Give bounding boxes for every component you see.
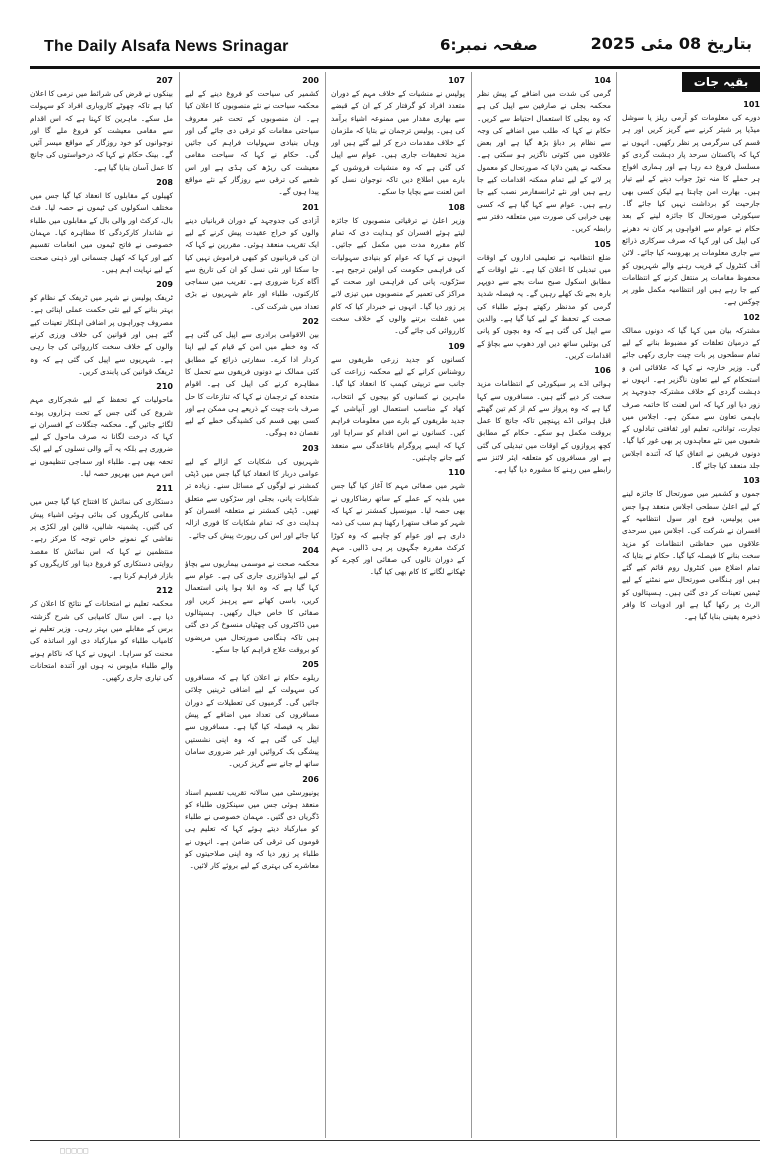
article-number: 110 (448, 468, 465, 478)
article-body: ہوائی اڈے پر سیکورٹی کے انتظامات مزید سخت کر دیے گئے ہیں۔ مسافروں سے کہا گیا ہے کہ وہ پرواز سے کم از کم تین گھنٹے قبل ہوائی اڈے پہنچیں تاکہ جانچ کا عمل بروقت مکمل ہو سکے۔ حکام کے مطابق کچھ پروازوں کے اوقات میں تبدیلی کی گئی ہے اور مسافروں کو متعلقہ ایئر لائنز سے رابطے میں رہنے کا مشورہ دیا گیا ہے۔ (477, 379, 611, 475)
article-body: شہر میں صفائی مہم کا آغاز کیا گیا جس میں بلدیہ کے عملے کے ساتھ رضاکاروں نے بھی حصہ لیا۔ میونسپل کمشنر نے کہا کہ شہر کو صاف ستھرا رکھنا ہم سب کی ذمہ داری ہے اور عوام کو چاہیے کہ وہ کوڑا کرکٹ مقررہ جگہوں پر ہی ڈالیں۔ مہم کے دوران نالوں کی صفائی اور کچرے کو ٹھکانے لگانے کا کام بھی کیا گیا۔ (331, 481, 465, 577)
column-divider (179, 72, 180, 1138)
column-2 (477, 72, 611, 1138)
page-number: صفحہ نمبر:6 (440, 36, 538, 54)
article-number: 211 (156, 484, 173, 494)
article-body: دستکاری کی نمائش کا افتتاح کیا گیا جس میں مقامی کاریگروں کی بنائی ہوئی اشیاء پیش کی گئیں۔ پشمینہ شالیں، قالین اور لکڑی پر نقاشی کے نمونے خاص توجہ کا مرکز رہے۔ منتظمین نے کہا کہ اس نمائش کا مقصد روایتی دستکاری کو فروغ دینا اور کاریگروں کو بازار فراہم کرنا ہے۔ (30, 497, 173, 581)
article-body: بینکوں نے قرض کی شرائط میں نرمی کا اعلان کیا ہے تاکہ چھوٹے کاروباری افراد کو سہولت مل سکے۔ ماہرین کا کہنا ہے کہ اس اقدام سے مقامی معیشت کو فروغ ملے گا اور نوجوانوں کو خود روزگار کے مواقع میسر آئیں گے۔ بینک حکام نے کہا کہ درخواستوں کی جانچ کا عمل آسان بنایا گیا ہے۔ (30, 89, 173, 172)
column-divider (471, 72, 472, 1138)
article-body: کشمیر کی سیاحت کو فروغ دینے کے لیے محکمہ سیاحت نے نئے منصوبوں کا اعلان کیا ہے۔ ان منصوبوں کے تحت غیر معروف سیاحتی مقامات کو ترقی دی جائے گی اور وہاں بنیادی سہولیات فراہم کی جائیں گی۔ حکام نے کہا کہ سیاحت مقامی معیشت کی ریڑھ کی ہڈی ہے اور اس شعبے کی ترقی سے روزگار کے نئے مواقع پیدا ہوں گے۔ (185, 89, 319, 197)
article-body: ریلوے حکام نے اعلان کیا ہے کہ مسافروں کی سہولت کے لیے اضافی ٹرینیں چلائی جائیں گی۔ گرمیوں کی تعطیلات کے دوران مسافروں کی تعداد میں اضافے کے پیش نظر یہ فیصلہ کیا گیا ہے۔ مسافروں سے اپیل کی گئی ہے کہ وہ اپنی نشستیں پیشگی بک کروائیں اور غیر ضروری سامان ساتھ لے جانے سے گریز کریں۔ (185, 673, 319, 769)
article-body: شہریوں کی شکایات کے ازالے کے لیے عوامی دربار کا انعقاد کیا گیا جس میں ڈپٹی کمشنر نے لوگوں کے مسائل سنے۔ زیادہ تر شکایات پانی، بجلی اور سڑکوں سے متعلق تھیں۔ ڈپٹی کمشنر نے متعلقہ افسران کو ہدایت دی کہ تمام شکایات کا فوری ازالہ کیا جائے اور اس کی رپورٹ پیش کی جائے۔ (185, 456, 319, 540)
article-body: ماحولیات کے تحفظ کے لیے شجرکاری مہم شروع کی گئی جس کے تحت ہزاروں پودے لگائے جائیں گے۔ محکمہ جنگلات کے افسران نے کہا کہ درخت لگانا نہ صرف ماحول کے لیے ضروری ہے بلکہ یہ آنے والی نسلوں کے لیے ایک تحفہ بھی ہے۔ طلباء اور سماجی تنظیموں نے اس مہم میں بھرپور حصہ لیا۔ (30, 395, 173, 479)
section-banner: بقیہ جات (682, 72, 760, 92)
article-body: ضلع انتظامیہ نے تعلیمی اداروں کے اوقات میں تبدیلی کا اعلان کیا ہے۔ نئے اوقات کے مطابق اسکول صبح سات بجے سے دوپہر بارہ بجے تک کھلے رہیں گے۔ یہ فیصلہ شدید گرمی کو مدنظر رکھتے ہوئے طلباء کی صحت کے تحفظ کے لیے کیا گیا ہے۔ والدین سے اپیل کی گئی ہے کہ وہ بچوں کو پانی کی بوتلیں ساتھ دیں اور دھوپ سے بچاؤ کے اقدامات کریں۔ (477, 252, 611, 360)
article-number: 208 (156, 178, 173, 188)
column-1 (622, 72, 760, 1138)
article-number: 103 (743, 476, 760, 486)
article-number: 108 (448, 202, 465, 212)
article-number: 107 (448, 76, 465, 85)
column-5 (30, 72, 173, 1138)
article-number: 209 (156, 280, 173, 290)
article-number: 204 (302, 545, 319, 555)
article-body: محکمہ صحت نے موسمی بیماریوں سے بچاؤ کے لیے ایڈوائزری جاری کی ہے۔ عوام سے کہا گیا ہے کہ وہ ابلا ہوا پانی استعمال کریں، باسی کھانے سے پرہیز کریں اور صفائی کا خاص خیال رکھیں۔ ہسپتالوں میں ڈاکٹروں کی چھٹیاں منسوخ کر دی گئی ہیں تاکہ ہنگامی صورتحال میں مریضوں کو بروقت علاج فراہم کیا جا سکے۔ (185, 558, 319, 654)
article-number: 102 (743, 312, 760, 322)
column-divider (616, 72, 617, 1138)
article-number: 106 (594, 366, 611, 376)
article-body: گرمی کی شدت میں اضافے کے پیش نظر محکمہ بجلی نے صارفین سے اپیل کی ہے کہ وہ بجلی کا استعمال احتیاط سے کریں۔ حکام نے کہا کہ طلب میں اضافے کی وجہ سے نظام پر دباؤ بڑھ گیا ہے اور بعض علاقوں میں کٹوتی ناگزیر ہو سکتی ہے۔ محکمہ نے یقین دلایا کہ صورتحال کو معمول پر لانے کے لیے تمام ممکنہ اقدامات کیے جا رہے ہیں اور نئے ٹرانسفارمر نصب کیے جا رہے ہیں۔ عوام سے کہا گیا ہے کہ کسی بھی خرابی کی صورت میں متعلقہ دفتر سے رابطہ کریں۔ (477, 89, 611, 234)
article-number: 200 (302, 76, 319, 85)
column-4 (185, 72, 319, 1138)
article-body: دورے کی معلومات کو آرمی ریلز یا سوشل میڈیا پر شیئر کرنے سے گریز کریں اور ہر قسم کی سرگرمی پر نظر رکھیں۔ انہوں نے کہا کہ پاکستان سرحد پار دہشت گردی کو مسلسل فروغ دے رہا ہے اور ہماری افواج ہر حملے کا منہ توڑ جواب دینے کے لیے تیار ہیں۔ بھارت امن چاہتا ہے لیکن کسی بھی جارحیت کو برداشت نہیں کیا جائے گا۔ سیکورٹی صورتحال کا جائزہ لینے کے بعد حکام نے عوام سے افواہوں پر کان نہ دھرنے کی اپیل کی اور کہا کہ صرف سرکاری ذرائع سے جاری معلومات پر بھروسہ کیا جائے۔ لائن آف کنٹرول کے قریب رہنے والے شہریوں کو محفوظ مقامات پر منتقل کرنے کے انتظامات کیے جا رہے ہیں اور انتظامیہ مکمل طور پر چوکس ہے۔ (622, 113, 760, 307)
article-number: 104 (594, 76, 611, 85)
masthead-rule (30, 66, 760, 69)
newspaper-title: The Daily Alsafa News Srinagar (44, 38, 289, 55)
article-number: 201 (302, 202, 319, 212)
article-body: مشترکہ بیان میں کہا گیا کہ دونوں ممالک کے درمیان تعلقات کو مضبوط بنانے کے لیے تمام سطحوں پر بات چیت جاری رکھی جائے گی۔ وزیر خارجہ نے کہا کہ علاقائی امن و استحکام کے لیے تعاون ناگزیر ہے۔ انہوں نے دہشت گردی کے خلاف مشترکہ جدوجہد پر زور دیا اور کہا کہ اس لعنت کا خاتمہ صرف باہمی تعاون سے ممکن ہے۔ اجلاس میں تجارت، توانائی، تعلیم اور ثقافتی تبادلوں کے شعبوں میں نئے معاہدوں پر بھی غور کیا گیا۔ دونوں فریقین نے اتفاق کیا کہ آئندہ اجلاس جلد منعقد کیا جائے گا۔ (622, 325, 760, 471)
issue-date: بتاریخ 08 مئی 2025 (590, 34, 752, 53)
footer-rule (30, 1140, 760, 1141)
article-number: 105 (594, 239, 611, 249)
column-divider (325, 72, 326, 1138)
article-body: کھیلوں کے مقابلوں کا انعقاد کیا گیا جس میں مختلف اسکولوں کی ٹیموں نے حصہ لیا۔ فٹ بال، کرکٹ اور والی بال کے مقابلوں میں طلباء نے شاندار کارکردگی کا مظاہرہ کیا۔ مہمان خصوصی نے فاتح ٹیموں میں انعامات تقسیم کیے اور کہا کہ کھیل جسمانی اور ذہنی صحت کے لیے نہایت اہم ہیں۔ (30, 191, 173, 274)
article-body: محکمہ تعلیم نے امتحانات کے نتائج کا اعلان کر دیا ہے۔ اس سال کامیابی کی شرح گزشتہ برس کے مقابلے میں بہتر رہی۔ وزیر تعلیم نے کامیاب طلباء کو مبارکباد دی اور اساتذہ کی محنت کو سراہا۔ انہوں نے کہا کہ ناکام ہونے والے طلباء مایوس نہ ہوں اور آئندہ امتحانات کی تیاری جاری رکھیں۔ (30, 599, 173, 683)
article-body: آزادی کی جدوجہد کے دوران قربانیاں دینے والوں کو خراج عقیدت پیش کرنے کے لیے ایک تقریب منعقد ہوئی۔ مقررین نے کہا کہ ان کی قربانیوں کو کبھی فراموش نہیں کیا جا سکتا اور نئی نسل کو ان کی تاریخ سے آگاہ کرنا ضروری ہے۔ تقریب میں سماجی کارکنوں، طلباء اور عام شہریوں نے بڑی تعداد میں شرکت کی۔ (185, 215, 319, 311)
masthead (30, 30, 760, 68)
article-body: جموں و کشمیر میں صورتحال کا جائزہ لینے کے لیے اعلیٰ سطحی اجلاس منعقد ہوا جس میں پولیس، فوج اور سول انتظامیہ کے افسران نے شرکت کی۔ اجلاس میں سرحدی علاقوں میں حفاظتی انتظامات کو مزید سخت بنانے کا فیصلہ کیا گیا۔ حکام نے بتایا کہ تمام اضلاع میں کنٹرول روم قائم کیے گئے ہیں اور ہنگامی صورتحال سے نمٹنے کے لیے ٹیمیں تعینات کر دی گئی ہیں۔ ہسپتالوں کو الرٹ پر رکھا گیا ہے اور ادویات کا وافر ذخیرہ یقینی بنایا گیا ہے۔ (622, 489, 760, 622)
footer-mark: □□□□□ (60, 1146, 90, 1155)
article-body: پولیس نے منشیات کے خلاف مہم کے دوران متعدد افراد کو گرفتار کر کے ان کے قبضے سے بھاری مقدار میں ممنوعہ اشیاء برآمد کی ہیں۔ پولیس ترجمان نے بتایا کہ ملزمان کے خلاف مقدمات درج کر لیے گئے ہیں اور مزید تحقیقات جاری ہیں۔ عوام سے اپیل کی گئی ہے کہ وہ منشیات فروشوں کے بارے میں اطلاع دیں تاکہ نوجوان نسل کو اس لعنت سے بچایا جا سکے۔ (331, 89, 465, 197)
article-number: 202 (302, 317, 319, 327)
article-number: 212 (156, 586, 173, 596)
article-number: 109 (448, 341, 465, 351)
article-number: 203 (302, 443, 319, 453)
article-number: 101 (743, 100, 760, 109)
article-body: ٹریفک پولیس نے شہر میں ٹریفک کے نظام کو بہتر بنانے کے لیے نئی حکمت عملی اپنائی ہے۔ مصروف چوراہوں پر اضافی اہلکار تعینات کیے گئے ہیں اور قوانین کی خلاف ورزی کرنے والوں کے خلاف سخت کارروائی کی جا رہی ہے۔ شہریوں سے اپیل کی گئی ہے کہ وہ ٹریفک قوانین کی پابندی کریں۔ (30, 293, 173, 376)
article-number: 210 (156, 382, 173, 392)
column-3 (331, 72, 465, 1138)
article-number: 206 (302, 774, 319, 784)
article-body: یونیورسٹی میں سالانہ تقریب تقسیم اسناد منعقد ہوئی جس میں سینکڑوں طلباء کو ڈگریاں دی گئیں۔ مہمان خصوصی نے طلباء کو مبارکباد دیتے ہوئے کہا کہ تعلیم ہی قوموں کی ترقی کی ضامن ہے۔ انہوں نے طلباء پر زور دیا کہ وہ اپنی صلاحیتوں کو معاشرے کی بہتری کے لیے بروئے کار لائیں۔ (185, 787, 319, 871)
article-number: 207 (156, 76, 173, 85)
article-body: کسانوں کو جدید زرعی طریقوں سے روشناس کرانے کے لیے محکمہ زراعت کی جانب سے تربیتی کیمپ کا انعقاد کیا گیا۔ ماہرین نے کسانوں کو بیجوں کے انتخاب، کھاد کے مناسب استعمال اور آبپاشی کے جدید طریقوں کے بارے میں معلومات فراہم کیں۔ کسانوں نے اس اقدام کو سراہا اور کہا کہ ایسے پروگرام باقاعدگی سے منعقد کیے جانے چاہئیں۔ (331, 354, 465, 463)
article-body: بین الاقوامی برادری سے اپیل کی گئی ہے کہ وہ خطے میں امن کے قیام کے لیے اپنا کردار ادا کرے۔ سفارتی ذرائع کے مطابق کئی ممالک نے دونوں فریقوں سے تحمل کا مظاہرہ کرنے کی اپیل کی ہے۔ اقوام متحدہ کے ترجمان نے کہا کہ تنازعات کا حل صرف بات چیت کے ذریعے ہی ممکن ہے اور کسی بھی قسم کی کشیدگی خطے کے لیے نقصان دہ ہوگی۔ (185, 330, 319, 438)
article-body: وزیر اعلیٰ نے ترقیاتی منصوبوں کا جائزہ لیتے ہوئے افسران کو ہدایت دی کہ تمام کام مقررہ مدت میں مکمل کیے جائیں۔ انہوں نے کہا کہ عوام کو بنیادی سہولیات کی فراہمی حکومت کی اولین ترجیح ہے۔ سڑکوں، پانی کی فراہمی اور صحت کے مراکز کی تعمیر کے منصوبوں میں تیزی لانے پر زور دیا گیا۔ انہوں نے خبردار کیا کہ کام میں غفلت برتنے والوں کے خلاف سخت کارروائی کی جائے گی۔ (331, 215, 465, 336)
article-number: 205 (302, 660, 319, 670)
